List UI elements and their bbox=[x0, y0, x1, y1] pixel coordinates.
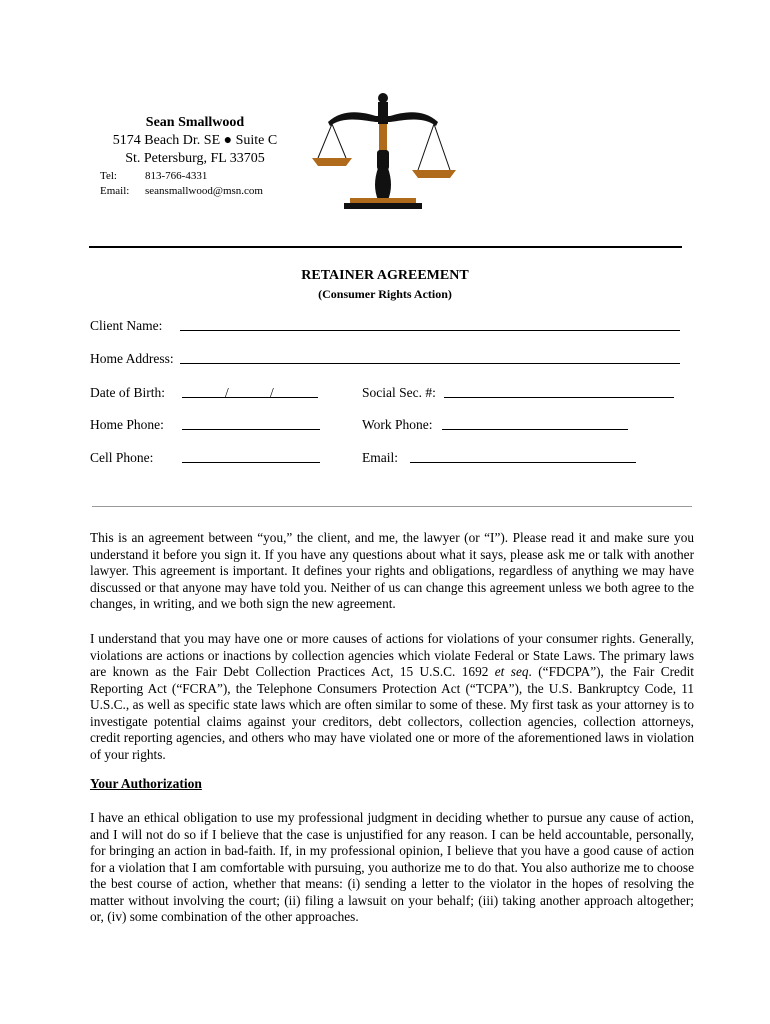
home-phone-label: Home Phone: bbox=[90, 417, 164, 432]
email-field-label: Email: bbox=[362, 450, 398, 465]
email-value: seansmallwood@msn.com bbox=[145, 185, 263, 197]
document-title: RETAINER AGREEMENT bbox=[301, 268, 469, 283]
ssn-field[interactable] bbox=[444, 397, 674, 398]
scales-of-justice-icon bbox=[308, 90, 458, 215]
et-seq-text: et seq bbox=[494, 664, 529, 679]
agreement-intro-paragraph: This is an agreement between “you,” the client, and me, the lawyer (or “I”). Please read it and make sure you understand it before you sign it. If you have any questions about what it says, please ask me or talk with another lawyer. This agreement is important. It defines your rights and obligations, regardless of anything we may have discussed or that anyone may have told you. Neither of us can change this agreement unless we both agree to the changes, in writing, and we both sign the new agreement. bbox=[90, 530, 694, 611]
dob-field[interactable] bbox=[182, 397, 318, 398]
ssn-label: Social Sec. #: bbox=[362, 385, 436, 400]
letterhead bbox=[60, 114, 330, 198]
header-rule bbox=[89, 246, 682, 248]
tel-label: Tel: bbox=[100, 170, 117, 182]
cell-phone-label: Cell Phone: bbox=[90, 450, 154, 465]
home-address-field[interactable] bbox=[180, 363, 680, 364]
contact-tel bbox=[100, 169, 330, 183]
tel-value: 813-766-4331 bbox=[145, 170, 208, 182]
address-line-2: St. Petersburg, FL 33705 bbox=[125, 151, 265, 166]
attorney-name: Sean Smallwood bbox=[145, 115, 245, 130]
authorization-heading: Your Authorization bbox=[90, 776, 202, 791]
dob-separator-1: / bbox=[225, 385, 229, 400]
email-label: Email: bbox=[100, 185, 130, 197]
authorization-paragraph: I have an ethical obligation to use my professional judgment in deciding whether to pursue any cause of action, and I will not do so if I believe that the case is unjustified for any reason. I can be held accountable, personally, for bringing an action in bad-faith. If, in my professional opinion, I believe that you have a good cause of action for a violation that I am comfortable with pursuing, you authorize me to do that. You also authorize me to choose the best course of action, whether that means: (i) sending a letter to the violator in the hopes of resolving the matter without involving the court; (ii) filing a lawsuit on your behalf; (iii) taking another approach altogether; or, (iv) some combination of the other approaches. bbox=[90, 810, 694, 924]
contact-email bbox=[100, 184, 330, 198]
home-address-label: Home Address: bbox=[90, 351, 174, 366]
cell-phone-field[interactable] bbox=[182, 462, 320, 463]
work-phone-field[interactable] bbox=[442, 429, 628, 430]
dob-separator-2: / bbox=[270, 385, 274, 400]
document-subtitle: (Consumer Rights Action) bbox=[318, 287, 452, 301]
client-name-field[interactable] bbox=[180, 330, 680, 331]
work-phone-label: Work Phone: bbox=[362, 417, 433, 432]
email-field[interactable] bbox=[410, 462, 636, 463]
consumer-rights-text-b: . (“FDCPA”), the Fair Credit Reporting Act (“FCRA”), the Telephone Consumers Protection Act (“TCPA”), the U.S. Bankruptcy Code, 11 U.S.C., as well as specific state laws which are often similar to some of these. My first task as your attorney is to investigate potential claims against your creditors, debt collectors, collection agencies, collection attorneys, credit reporting agencies, and others who may have violated one or more of the aforementioned laws in violation of your rights. bbox=[90, 664, 694, 762]
section-divider bbox=[92, 506, 692, 507]
consumer-rights-text-a: I understand that you may have one or more causes of actions for violations of your consumer rights. Generally, violations are actions or inactions by collection agencies which violate Federal or State Laws. The primary laws are known as the Fair Debt Collection Practices Act, 15 U.S.C. 1692 bbox=[90, 631, 694, 679]
address-line-1: 5174 Beach Dr. SE ● Suite C bbox=[112, 133, 278, 148]
dob-label: Date of Birth: bbox=[90, 385, 165, 400]
home-phone-field[interactable] bbox=[182, 429, 320, 430]
client-name-label: Client Name: bbox=[90, 318, 163, 333]
consumer-rights-paragraph bbox=[90, 631, 694, 763]
